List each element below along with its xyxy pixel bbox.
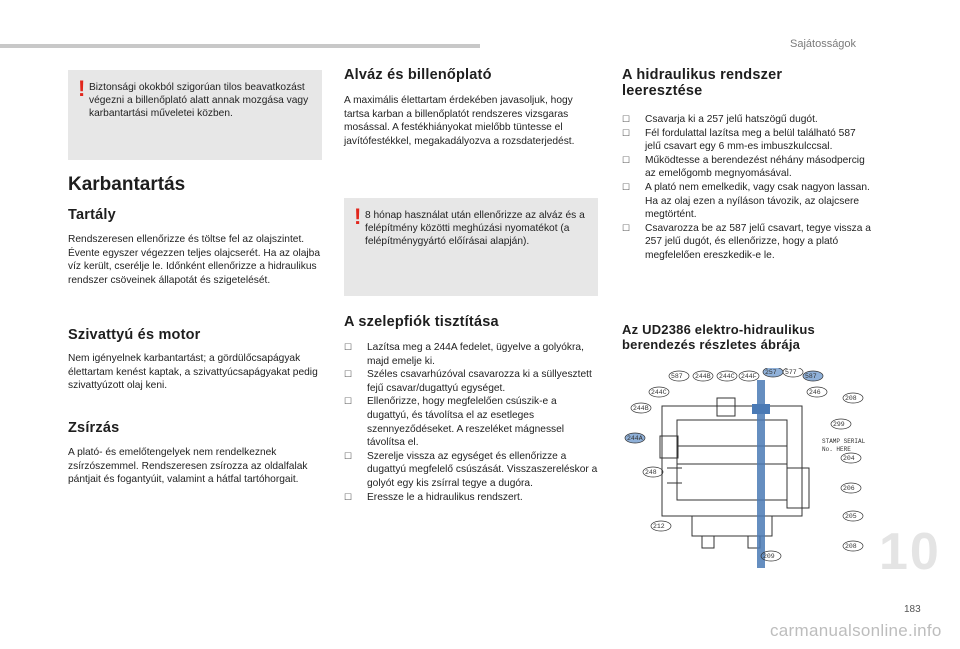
callout-label: 587 [805, 373, 817, 380]
checkbox-bullet-icon: ☐ [622, 222, 631, 233]
pump-text: Nem igényelnek karbantartást; a gördülőcsapágyak élettartam kenést kaptak, a szivattyúcsapágyakat pedig szivattyúzott olaj keni. [68, 353, 318, 392]
callout-label: 244B [695, 373, 711, 380]
list-item: ☐ Csavarozza be az 587 jelű csavart, tegye vissza a 257 jelű dugót, és ellenőrizze, hogy a plató megfelelően ereszkedik-e le. [622, 222, 871, 261]
checkbox-bullet-icon: ☐ [344, 369, 353, 380]
grease-heading: Zsírzás [68, 420, 120, 436]
safety-warning-text: Biztonsági okokból szigorúan tilos beavatkozást végezni a billenőplató alatt annak mozgása vagy karbantartási műveletei közben. [89, 82, 309, 120]
watermark: carmanualsonline.info [770, 621, 942, 640]
checkbox-bullet-icon: ☐ [622, 127, 631, 138]
callout-label: 577 [785, 369, 797, 376]
page-title: Karbantartás [68, 174, 186, 195]
list-item: ☐ Szerelje vissza az egységet és ellenőrizze a dugattyú megfelelő csúszását. Visszaszereléskor a golyót egy kis zsírral tegye a dugóra. [344, 450, 598, 489]
callout-label: 244C [719, 373, 735, 380]
callout-label: 208 [845, 395, 857, 402]
tank-heading: Tartály [68, 207, 116, 223]
list-item: ☐ Széles csavarhúzóval csavarozza ki a süllyesztett fejű csavar/dugattyú egységet. [344, 369, 592, 394]
list-item: ☐ Csavarja ki a 257 jelű hatszögű dugót. [622, 114, 818, 125]
stamp-serial-label: STAMP SERIAL [822, 438, 866, 445]
callout-label: 244B [633, 405, 649, 412]
callout-label: 244A [627, 435, 643, 442]
callout-label: 206 [843, 485, 855, 492]
list-item: ☐ A plató nem emelkedik, vagy csak nagyon lassan. Ha az olaj ezen a nyíláson távozik, az olajcsere megtörtént. [622, 181, 870, 221]
checkbox-bullet-icon: ☐ [622, 114, 631, 124]
checkbox-bullet-icon: ☐ [344, 491, 353, 502]
list-item: ☐ Fél fordulattal lazítsa meg a belül található 587 jelű csavart egy 6 mm-es imbuszkulccsal. [622, 127, 856, 153]
checkbox-bullet-icon: ☐ [344, 450, 353, 461]
torque-warning-box [344, 198, 598, 296]
pump-heading: Szivattyú és motor [68, 327, 201, 343]
list-item: ☐ Ellenőrizze, hogy megfelelően csúszik-e a dugattyú, és távolítsa el az esetleges szennyeződéseket. A reszeléket mágnessel távolítsa el. [344, 396, 565, 449]
callout-label: 246 [809, 389, 821, 396]
lowering-steps-list [622, 113, 872, 263]
list-item: ☐ Lazítsa meg a 244A fedelet, ügyelve a golyókra, majd emelje ki. [344, 342, 584, 367]
callout-label: 212 [653, 523, 665, 530]
callout-label: 208 [845, 543, 857, 550]
lowering-heading: A hidraulikus rendszer leeresztése [622, 67, 783, 99]
callout-label: 244C [651, 389, 667, 396]
valves-heading: A szelepfiók tisztítása [344, 314, 499, 330]
grease-text: A plató- és emelőtengelyek nem rendelkeznek zsírzószemmel. Rendszeresen zsírozza az oldalfalak pántjait és fogantyúit, valamint a hátfal tartóhorgait. [68, 447, 308, 486]
safety-warning-box [68, 70, 322, 160]
warning-exclamation-icon: ! [78, 76, 86, 101]
callout-label: 299 [833, 421, 845, 428]
warning-exclamation-icon: ! [354, 204, 362, 229]
callout-label: 244F [741, 373, 757, 380]
checkbox-bullet-icon: ☐ [622, 154, 631, 165]
hydraulic-unit-diagram [622, 368, 872, 568]
chapter-number: 10 [879, 523, 941, 581]
section-label: Sajátosságok [790, 38, 857, 50]
page-number: 183 [904, 604, 921, 615]
callout-label: 587 [671, 373, 683, 380]
valves-steps-list [344, 341, 600, 504]
chassis-heading: Alváz és billenőplató [344, 67, 492, 83]
checkbox-bullet-icon: ☐ [344, 342, 353, 352]
callout-label: 204 [843, 455, 855, 462]
torque-warning-text: 8 hónap használat után ellenőrizze az alváz és a felépítmény közötti meghúzási nyomatékot (a felépítménygyártó előírásai alapján). [365, 210, 585, 248]
callout-label: 248 [645, 469, 657, 476]
stamp-serial-label-2: No. HERE [822, 446, 851, 453]
callout-label: 205 [845, 513, 857, 520]
list-item: ☐ Eressze le a hidraulikus rendszert. [344, 491, 523, 503]
list-item: ☐ Működtesse a berendezést néhány másodpercig az emelőgomb megnyomásával. [622, 154, 865, 180]
header-progress-bar [0, 44, 480, 48]
callout-label: 209 [763, 553, 775, 560]
checkbox-bullet-icon: ☐ [622, 181, 631, 192]
tank-text: Rendszeresen ellenőrizze és töltse fel az olajszintet. Évente egyszer végezzen teljes olajcserét. Ha az olajba víz került, cserélje le. Időnként ellenőrizze a hidraulikus rendszer csöveinek állapotát és szigetelését. [68, 234, 320, 286]
callout-label: 257 [765, 369, 777, 376]
diagram-heading: Az UD2386 elektro-hidraulikus berendezés részletes ábrája [622, 322, 815, 352]
checkbox-bullet-icon: ☐ [344, 396, 353, 407]
chassis-text: A maximális élettartam érdekében javasoljuk, hogy tartsa karban a billenőplatót rendszeres vizsgaras mosással. A festékhiányokat mielőbb tüntesse el javítófestékkel, megakadályozva a rozsdaterjedést. [344, 95, 575, 147]
